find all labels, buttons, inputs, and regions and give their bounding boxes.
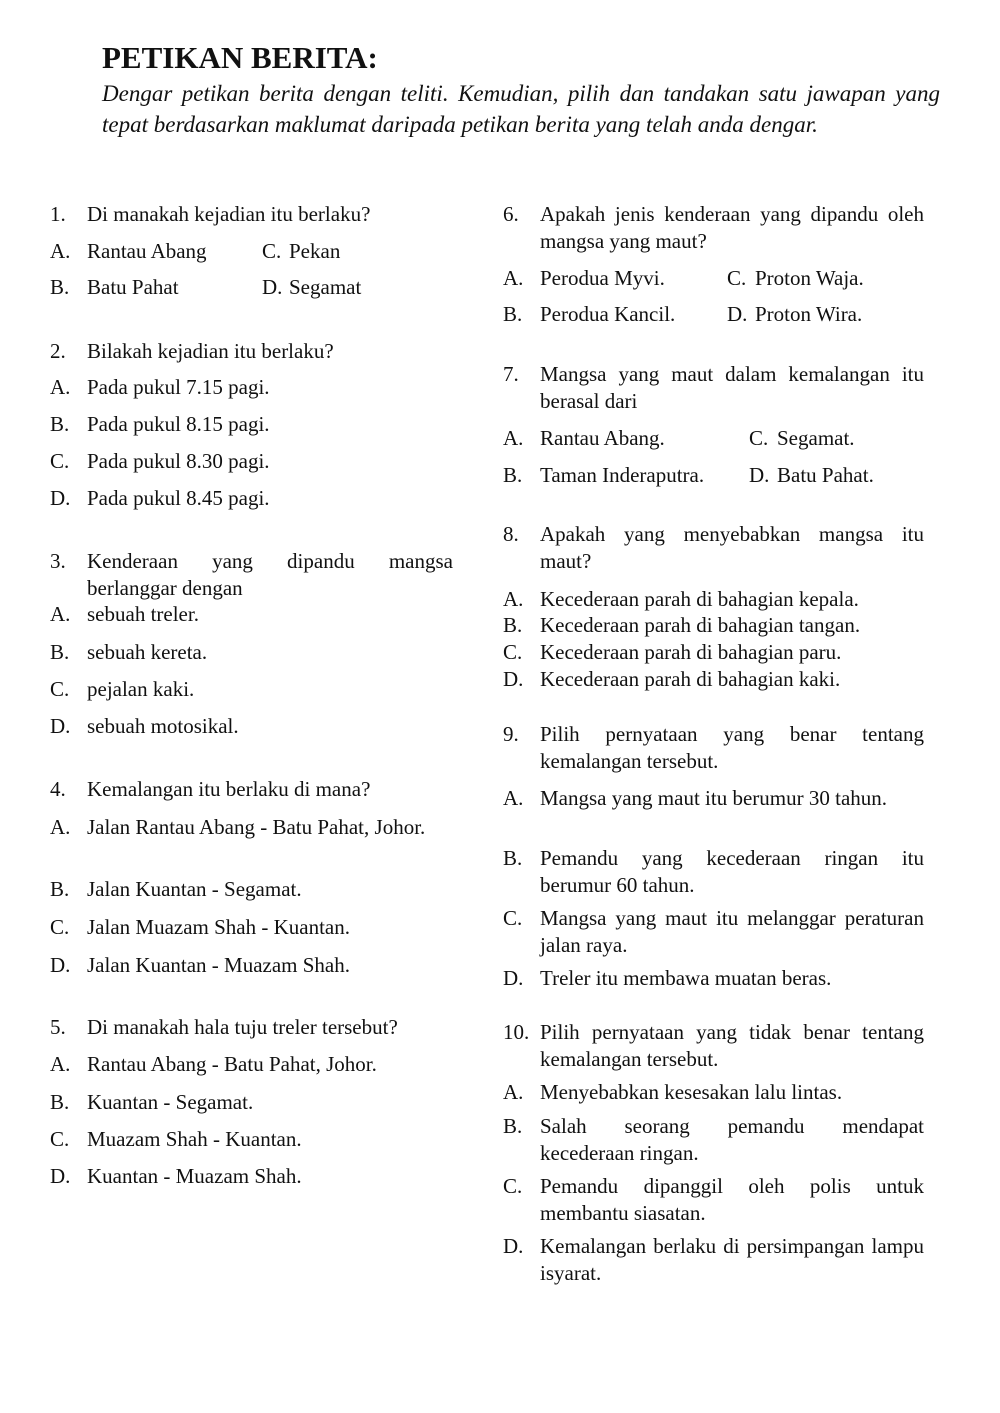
option-label: C. xyxy=(727,266,747,290)
question-number: 3. xyxy=(50,549,66,573)
option-text: Jalan Muazam Shah - Kuantan. xyxy=(87,915,351,939)
question-number: 2. xyxy=(50,339,66,363)
option-label: C. xyxy=(50,915,70,939)
option-label: A. xyxy=(503,426,524,450)
option-text: Rantau Abang - Batu Pahat, Johor. xyxy=(87,1052,377,1076)
question-number: 10. xyxy=(503,1020,530,1044)
page-title: PETIKAN BERITA: xyxy=(102,40,378,75)
option-text: Kecederaan parah di bahagian paru. xyxy=(540,640,842,664)
option-label: B. xyxy=(50,877,70,901)
option-text: Rantau Abang xyxy=(87,239,207,263)
option-label: B. xyxy=(503,1114,523,1138)
question-text: Bilakah kejadian itu berlaku? xyxy=(87,339,334,363)
option-label: C. xyxy=(503,1174,523,1198)
option-text: Kecederaan parah di bahagian tangan. xyxy=(540,613,861,637)
option-text: Treler itu membawa muatan beras. xyxy=(540,966,832,990)
option-label: A. xyxy=(50,815,71,839)
option-label: B. xyxy=(503,846,523,870)
option-label: C. xyxy=(503,640,523,664)
option-label: B. xyxy=(503,463,523,487)
option-label: C. xyxy=(50,677,70,701)
option-label: C. xyxy=(503,906,523,930)
question-text: Di manakah hala tuju treler tersebut? xyxy=(87,1015,398,1039)
option-label: D. xyxy=(50,486,71,510)
question-text: Kenderaan yang dipandu mangsa berlanggar dengan xyxy=(87,549,453,600)
question-number: 8. xyxy=(503,522,519,546)
option-label: D. xyxy=(50,1164,71,1188)
option-label: A. xyxy=(50,375,71,399)
instructions: Dengar petikan berita dengan teliti. Kemudian, pilih dan tandakan satu jawapan yang tepat berdasarkan maklumat daripada petikan berita yang telah anda dengar. xyxy=(102,81,940,137)
option-text: Jalan Rantau Abang - Batu Pahat, Johor. xyxy=(87,815,426,839)
option-text: Salah seorang pemandu mendapat kecederaan ringan. xyxy=(540,1114,924,1165)
question-number: 5. xyxy=(50,1015,66,1039)
option-label: A. xyxy=(503,266,524,290)
option-text: sebuah kereta. xyxy=(87,640,208,664)
option-text: Kecederaan parah di bahagian kaki. xyxy=(540,667,841,691)
option-text: Pada pukul 8.45 pagi. xyxy=(87,486,270,510)
option-text: Menyebabkan kesesakan lalu lintas. xyxy=(540,1080,843,1104)
option-label: C. xyxy=(749,426,769,450)
option-label: B. xyxy=(50,275,70,299)
option-text: Jalan Kuantan - Segamat. xyxy=(87,877,302,901)
option-text: Pada pukul 8.30 pagi. xyxy=(87,449,270,473)
option-label: C. xyxy=(50,1127,70,1151)
option-text: Mangsa yang maut itu berumur 30 tahun. xyxy=(540,786,888,810)
option-label: D. xyxy=(503,966,524,990)
question-number: 4. xyxy=(50,777,66,801)
option-label: B. xyxy=(50,1090,70,1114)
option-label: B. xyxy=(503,302,523,326)
option-label: D. xyxy=(262,275,283,299)
question-text: Pilih pernyataan yang tidak benar tentang kemalangan tersebut. xyxy=(540,1020,924,1071)
option-label: B. xyxy=(503,613,523,637)
option-label: A. xyxy=(503,587,524,611)
option-label: A. xyxy=(503,786,524,810)
option-text: pejalan kaki. xyxy=(87,677,195,701)
option-text: Segamat xyxy=(289,275,362,299)
option-label: D. xyxy=(727,302,748,326)
question-text: Pilih pernyataan yang benar tentang kemalangan tersebut. xyxy=(540,722,924,773)
question-text: Mangsa yang maut dalam kemalangan itu berasal dari xyxy=(540,362,924,413)
option-text: Taman Inderaputra. xyxy=(540,463,705,487)
option-text: Kemalangan berlaku di persimpangan lampu isyarat. xyxy=(540,1234,924,1285)
question-text: Di manakah kejadian itu berlaku? xyxy=(87,202,371,226)
option-text: Jalan Kuantan - Muazam Shah. xyxy=(87,953,351,977)
option-text: Kuantan - Segamat. xyxy=(87,1090,254,1114)
option-text: Pada pukul 7.15 pagi. xyxy=(87,375,270,399)
option-text: Perodua Kancil. xyxy=(540,302,676,326)
option-text: Pemandu dipanggil oleh polis untuk membantu siasatan. xyxy=(540,1174,924,1225)
option-text: Kecederaan parah di bahagian kepala. xyxy=(540,587,859,611)
option-label: A. xyxy=(50,239,71,263)
option-text: Proton Waja. xyxy=(755,266,864,290)
question-text: Apakah yang menyebabkan mangsa itu maut? xyxy=(540,522,924,573)
option-label: A. xyxy=(503,1080,524,1104)
option-label: D. xyxy=(503,667,524,691)
option-text: sebuah motosikal. xyxy=(87,714,239,738)
option-label: D. xyxy=(749,463,770,487)
question-number: 9. xyxy=(503,722,519,746)
question-text: Kemalangan itu berlaku di mana? xyxy=(87,777,371,801)
option-text: Batu Pahat. xyxy=(777,463,874,487)
option-text: sebuah treler. xyxy=(87,602,199,626)
question-text: Apakah jenis kenderaan yang dipandu oleh mangsa yang maut? xyxy=(540,202,924,253)
option-text: Pekan xyxy=(289,239,341,263)
question-number: 1. xyxy=(50,202,66,226)
option-text: Proton Wira. xyxy=(755,302,863,326)
option-label: D. xyxy=(50,714,71,738)
option-text: Pada pukul 8.15 pagi. xyxy=(87,412,270,436)
option-label: B. xyxy=(50,412,70,436)
question-number: 6. xyxy=(503,202,519,226)
option-label: A. xyxy=(50,1052,71,1076)
option-label: C. xyxy=(50,449,70,473)
option-text: Pemandu yang kecederaan ringan itu berumur 60 tahun. xyxy=(540,846,924,897)
option-text: Muazam Shah - Kuantan. xyxy=(87,1127,302,1151)
option-text: Mangsa yang maut itu melanggar peraturan jalan raya. xyxy=(540,906,924,957)
option-label: C. xyxy=(262,239,282,263)
question-number: 7. xyxy=(503,362,519,386)
option-label: B. xyxy=(50,640,70,664)
option-text: Rantau Abang. xyxy=(540,426,665,450)
option-text: Segamat. xyxy=(777,426,855,450)
option-text: Batu Pahat xyxy=(87,275,179,299)
option-label: D. xyxy=(50,953,71,977)
option-label: D. xyxy=(503,1234,524,1258)
option-text: Perodua Myvi. xyxy=(540,266,665,290)
option-text: Kuantan - Muazam Shah. xyxy=(87,1164,302,1188)
option-label: A. xyxy=(50,602,71,626)
